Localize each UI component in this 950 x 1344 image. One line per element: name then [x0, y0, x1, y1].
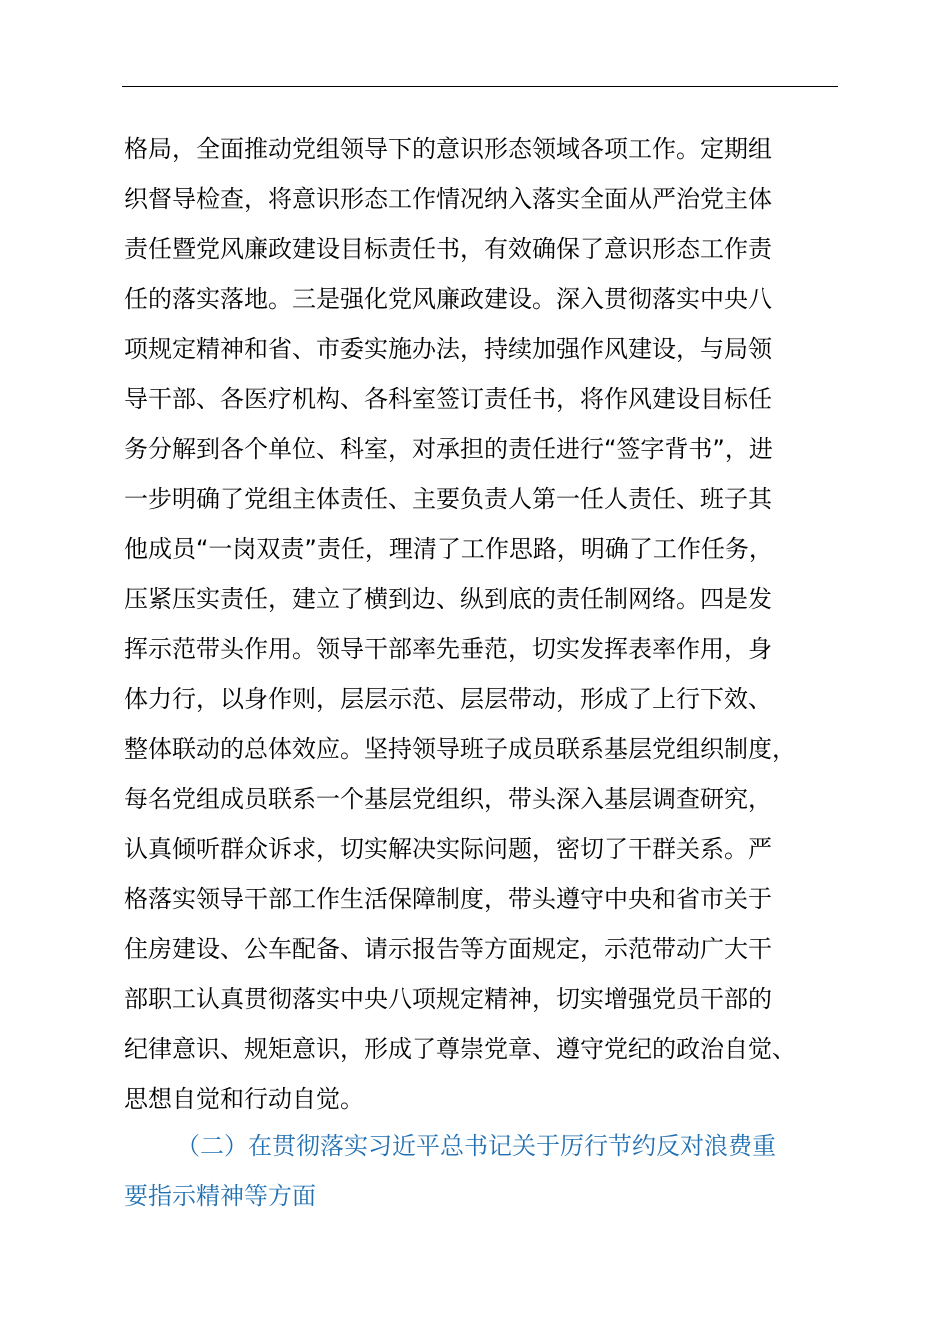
paragraph-line: 导干部、各医疗机构、各科室签订责任书，将作风建设目标任 [124, 385, 772, 413]
paragraph-line: 每名党组成员联系一个基层党组织，带头深入基层调查研究， [124, 785, 772, 813]
paragraph-line: 体力行，以身作则，层层示范、层层带动，形成了上行下效、 [124, 685, 772, 713]
paragraph-line: 一步明确了党组主体责任、主要负责人第一任人责任、班子其 [124, 485, 772, 513]
paragraph-line: 压紧压实责任，建立了横到边、纵到底的责任制网络。四是发 [124, 585, 772, 613]
paragraph-line: 部职工认真贯彻落实中央八项规定精神，切实增强党员干部的 [124, 985, 772, 1013]
paragraph-line: 挥示范带头作用。领导干部率先垂范，切实发挥表率作用，身 [124, 635, 772, 663]
paragraph-line: 认真倾听群众诉求，切实解决实际问题，密切了干群关系。严 [124, 835, 772, 863]
paragraph-line: 织督导检查，将意识形态工作情况纳入落实全面从严治党主体 [124, 185, 772, 213]
paragraph-line: 纪律意识、规矩意识，形成了尊崇党章、遵守党纪的政治自觉、 [124, 1035, 796, 1063]
paragraph-line: 整体联动的总体效应。坚持领导班子成员联系基层党组织制度， [124, 735, 796, 763]
section-heading-line: 要指示精神等方面 [124, 1182, 316, 1210]
paragraph-line: 住房建设、公车配备、请示报告等方面规定，示范带动广大干 [124, 935, 772, 963]
paragraph-line: 他成员“一岗双责”责任，理清了工作思路，明确了工作任务， [124, 535, 773, 563]
paragraph-line: 责任暨党风廉政建设目标责任书，有效确保了意识形态工作责 [124, 235, 772, 263]
section-heading-line: （二）在贯彻落实习近平总书记关于厉行节约反对浪费重 [176, 1132, 776, 1160]
paragraph-line: 格局，全面推动党组领导下的意识形态领域各项工作。定期组 [124, 135, 772, 163]
paragraph-line: 格落实领导干部工作生活保障制度，带头遵守中央和省市关于 [124, 885, 772, 913]
header-rule [122, 86, 838, 87]
paragraph-line: 项规定精神和省、市委实施办法，持续加强作风建设，与局领 [124, 335, 772, 363]
paragraph-line: 务分解到各个单位、科室，对承担的责任进行“签字背书”，进 [124, 435, 773, 463]
paragraph-line: 任的落实落地。三是强化党风廉政建设。深入贯彻落实中央八 [124, 285, 772, 313]
paragraph-line: 思想自觉和行动自觉。 [124, 1085, 364, 1113]
